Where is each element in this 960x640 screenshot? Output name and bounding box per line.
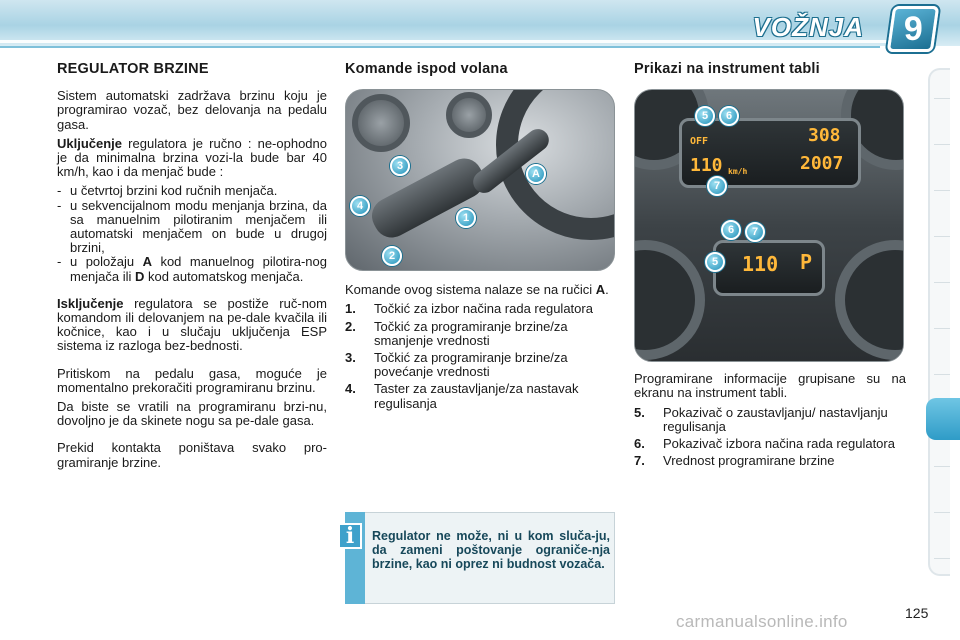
deactivation-text: regulatora se postiže ruč-nom komandom ili delovanjem na pe-dale kvačila ili kočnice, kao i u slučaju uključenja ESP sistema iz razloga bez-bednosti. — [57, 295, 327, 354]
callout-6: 6 — [719, 106, 739, 126]
list-item: 7. Vrednost programirane brzine — [634, 453, 835, 469]
section-title-cruise-control: REGULATOR BRZINE — [57, 61, 209, 77]
controls-location-text: Komande ovog sistema nalaze se na ručici A. — [345, 282, 609, 298]
lcd-odometer-top: 308 — [808, 125, 841, 147]
instrument-panel-photo — [634, 89, 904, 362]
side-tab-divider — [934, 558, 950, 559]
section-title-instrument-panel: Prikazi na instrument tabli — [634, 61, 820, 77]
column-cruise-control — [57, 62, 327, 475]
watermark: carmanualsonline.info — [676, 612, 848, 631]
lcd-odometer-bottom: 2007 — [800, 153, 844, 175]
callout-5: 5 — [695, 106, 715, 126]
callout-A: A — [526, 164, 546, 184]
activation-label: Uključenje — [57, 135, 123, 151]
cruise-control-stalk-image — [366, 152, 491, 244]
side-tab-divider — [934, 236, 950, 237]
callout-3: 3 — [390, 156, 410, 176]
list-item: - u četvrtoj brzini kod ručnih menjača. — [57, 183, 278, 199]
controls-list — [345, 302, 617, 410]
display-screen-top — [679, 118, 861, 188]
callout-2: 2 — [382, 246, 402, 266]
chapter-number: 9 — [903, 9, 923, 48]
deactivation-paragraph — [57, 297, 327, 354]
lcd-speed-bottom: 110 — [742, 252, 779, 277]
side-tab-divider — [934, 144, 950, 145]
side-tab-divider — [934, 374, 950, 375]
callout-5: 5 — [705, 252, 725, 272]
gauge-image — [835, 240, 904, 360]
chapter-side-tabs — [928, 68, 950, 576]
section-title-steering-controls: Komande ispod volana — [345, 61, 508, 77]
column-instrument-panel — [634, 62, 906, 471]
page-number: 125 — [905, 605, 929, 621]
steering-stalk-photo — [345, 89, 615, 271]
lcd-gear-indicator: P — [800, 250, 813, 275]
list-item: 6. Pokazivač izbora načina rada regulatora — [634, 436, 895, 452]
side-tab-divider — [934, 512, 950, 513]
callout-7: 7 — [707, 176, 727, 196]
activation-paragraph — [57, 137, 327, 180]
callout-1: 1 — [456, 208, 476, 228]
air-vent-image — [446, 92, 492, 138]
lcd-off-indicator: OFF — [690, 136, 709, 148]
return-paragraph: Da biste se vratili na programiranu brzi-nu, dovoljno je da skinete nogu sa pe-dale gasa. — [57, 399, 327, 429]
side-tab-active[interactable] — [926, 398, 960, 440]
display-intro-text: Programirane informacije grupisane su na ekranu na instrument tabli. — [634, 371, 906, 401]
ignition-paragraph: Prekid kontakta poništava svako pro-gramiranje brzine. — [57, 440, 327, 470]
gear-conditions-list — [57, 184, 327, 283]
list-item: - u sekvencijalnom modu menjanja brzina, da sa manuelnim pilotiranim menjačem ili automatski menjačem on bude u drugoj brzini, — [57, 197, 327, 256]
gauge-image — [634, 240, 705, 360]
side-tab-divider — [934, 328, 950, 329]
side-tab-divider — [934, 98, 950, 99]
list-item: 1. Točkić za izbor načina rada regulatora — [345, 301, 593, 317]
display-screen-bottom — [713, 240, 825, 296]
deactivation-label: Isključenje — [57, 295, 124, 311]
activation-text: regulatora je ručno : ne-ophodno je da minimalna brzina vozi-la bude bar 40 km/h, kao i da menjač bude : — [57, 135, 327, 180]
air-vent-image — [352, 94, 410, 152]
chapter-number-badge — [887, 6, 939, 52]
header-stripe-accent — [0, 46, 880, 48]
info-note-text: Regulator ne može, ni u kom sluča-ju, da zameni poštovanje ograniče-nja brzine, kao ni oprez ni budnost vozača. — [372, 529, 610, 571]
list-item: 4. Taster za zaustavljanje/za nastavak regulisanja — [345, 381, 579, 411]
callout-7: 7 — [745, 222, 765, 242]
list-item: 5. Pokazivač o zaustavljanju/ nastavljanju regulisanja — [634, 404, 888, 434]
list-item: 2. Točkić za programiranje brzine/za smanjenje vrednosti — [345, 318, 568, 348]
callout-6: 6 — [721, 220, 741, 240]
list-item: 3. Točkić za programiranje brzine/za povećanje vrednosti — [345, 350, 568, 380]
lcd-speed-unit: km/h — [728, 167, 748, 177]
column-steering-controls — [345, 62, 617, 414]
side-tab-divider — [934, 282, 950, 283]
side-tab-divider — [934, 190, 950, 191]
info-icon: i — [338, 523, 362, 549]
list-item: - u položaju A kod manuelnog pilotira-nog menjača ili D kod automatskog menjača. — [57, 254, 327, 284]
info-note-box — [345, 512, 615, 604]
side-tab-divider — [934, 466, 950, 467]
chapter-title: VOŽNJA — [752, 12, 864, 42]
callout-4: 4 — [350, 196, 370, 216]
intro-paragraph: Sistem automatski zadržava brzinu koju je programirao vozač, bez delovanja na pedalu gasa. — [57, 88, 327, 132]
display-indicators-list — [634, 406, 906, 469]
lcd-programmed-speed: 110 — [690, 155, 723, 177]
chapter-header — [0, 0, 960, 56]
accelerator-paragraph: Pritiskom na pedalu gasa, moguće je momentalno prekoračiti programiranu brzinu. — [57, 365, 327, 395]
